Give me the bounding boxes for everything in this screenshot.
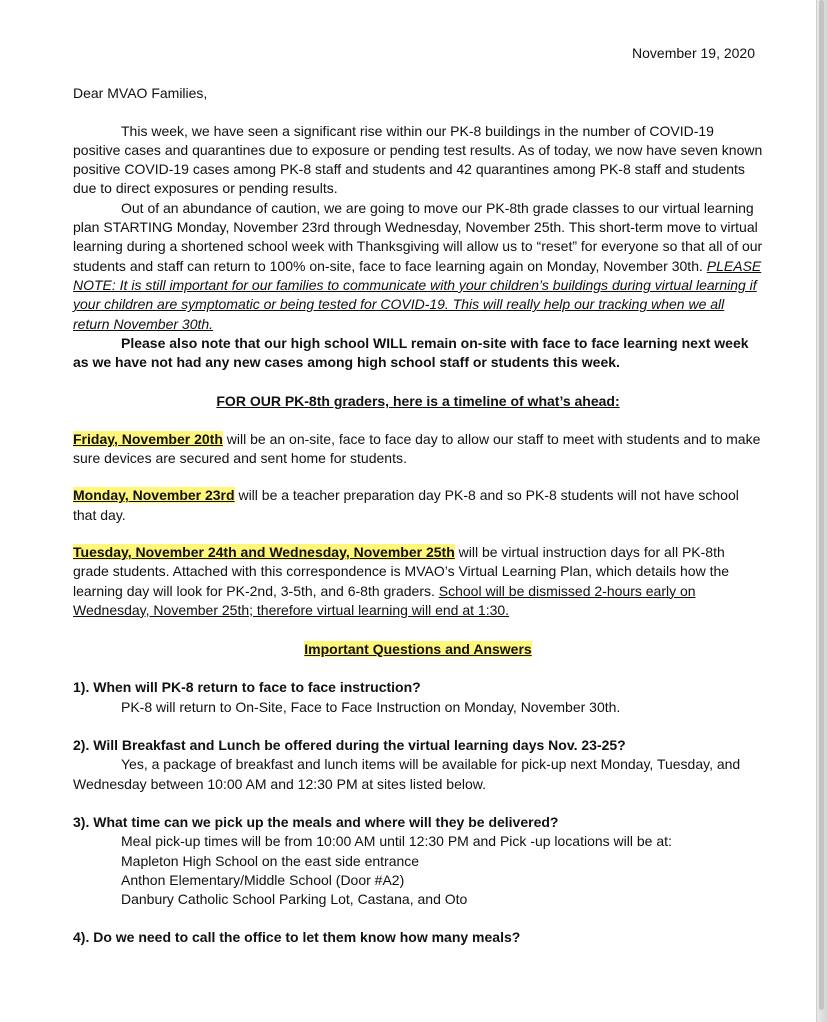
question-4: 4). Do we need to call the office to let them know how many meals? bbox=[73, 929, 521, 946]
answer-3-line-4: Danbury Catholic School Parking Lot, Castana, and Oto bbox=[121, 891, 468, 908]
timeline-heading: FOR OUR PK-8th graders, here is a timeline of what’s ahead: bbox=[216, 393, 620, 410]
timeline-text-tue-wed: will be virtual instruction days for all PK-8th grade students. Attached with this correspondence is MVAO’s Virtual Learning Plan, which details how the learning day will look for PK-2nd, 3-5th, and 6-8th graders. bbox=[73, 543, 730, 599]
paragraph-virtual-plan bbox=[73, 199, 763, 334]
question-2: 2). Will Breakfast and Lunch be offered during the virtual learning days Nov. 23-25? bbox=[73, 737, 626, 754]
please-note-text: PLEASE NOTE: It is still important for our families to communicate with your children’s buildings during virtual learning if your children are symptomatic or being tested for COVID-19. This will really help our tracking when we all return November 30th. bbox=[73, 257, 762, 332]
question-3: 3). What time can we pick up the meals and where will they be delivered? bbox=[73, 813, 559, 830]
virtual-plan-text: Out of an abundance of caution, we are going to move our PK-8th grade classes to our virtual learning plan STARTING Monday, November 23rd through Wednesday, November 25th. This short-term move to virtual learning during a shortened school week with Thanksgiving will allow us to “reset” for everyone so that all of our students and staff can return to 100% on-site, face to face learning again on Monday, November 30th. bbox=[73, 199, 763, 274]
timeline-date-tue-wed: Tuesday, November 24th and Wednesday, November 25th bbox=[73, 543, 455, 560]
timeline-text-monday: will be a teacher preparation day PK-8 and so PK-8 students will not have school that day. bbox=[73, 487, 739, 523]
answer-3-line-3: Anthon Elementary/Middle School (Door #A2) bbox=[121, 871, 405, 888]
timeline-item-friday bbox=[73, 430, 763, 469]
timeline-date-friday: Friday, November 20th bbox=[73, 430, 223, 447]
early-dismissal-note: School will be dismissed 2-hours early on Wednesday, November 25th; therefore virtual learning will end at 1:30. bbox=[73, 582, 696, 618]
timeline-date-monday: Monday, November 23rd bbox=[73, 487, 235, 504]
question-1: 1). When will PK-8 return to face to face instruction? bbox=[73, 679, 421, 696]
greeting: Dear MVAO Families, bbox=[73, 85, 208, 102]
answer-3-line-1: Meal pick-up times will be from 10:00 AM until 12:30 PM and Pick -up locations will be at: bbox=[121, 833, 672, 850]
answer-2: Yes, a package of breakfast and lunch items will be available for pick-up next Monday, Tuesday, and Wednesday between 10:00 AM and 12:30 PM at sites listed below. bbox=[73, 756, 741, 792]
timeline-text-friday: will be an on-site, face to face day to allow our staff to meet with students and to make sure devices are secured and sent home for students. bbox=[73, 430, 761, 467]
letter-date: November 19, 2020 bbox=[632, 45, 755, 61]
paragraph-cases: This week, we have seen a significant rise within our PK-8 buildings in the number of COVID-19 positive cases and quarantines due to exposure or pending test results. As of today, we now have seven known positive COVID-19 cases among PK-8 staff and students and 42 quarantines among PK-8 staff and students due to direct exposures or pending results. bbox=[73, 122, 763, 197]
timeline-item-monday bbox=[73, 486, 763, 525]
qa-heading-wrap bbox=[73, 640, 763, 659]
timeline-item-tue-wed bbox=[73, 543, 763, 620]
scrollbar-thumb[interactable] bbox=[819, 0, 824, 1010]
answer-1: PK-8 will return to On-Site, Face to Face Instruction on Monday, November 30th. bbox=[121, 698, 621, 715]
letter-body bbox=[73, 44, 763, 948]
answer-3-line-2: Mapleton High School on the east side entrance bbox=[121, 852, 420, 869]
paragraph-high-school: Please also note that our high school WILL remain on-site with face to face learning next week as we have not had any new cases among high school staff or students this week. bbox=[73, 334, 749, 371]
qa-heading: Important Questions and Answers bbox=[304, 641, 532, 658]
